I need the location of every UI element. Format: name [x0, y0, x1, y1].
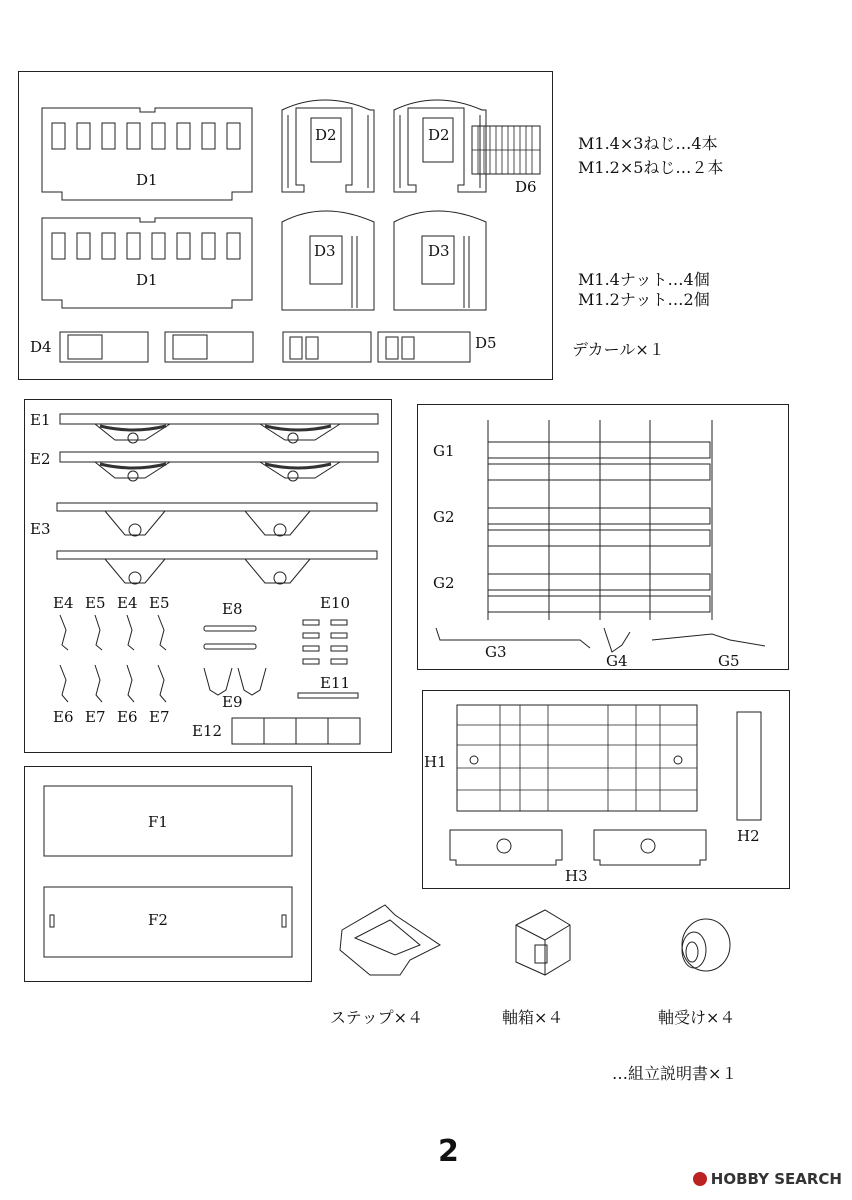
e11-part: [298, 693, 358, 698]
label-e6-a: E6: [53, 708, 74, 726]
label-e2: E2: [30, 450, 51, 468]
label-g5: G5: [718, 652, 740, 670]
label-g4: G4: [606, 652, 628, 670]
label-d2-b: D2: [428, 126, 450, 144]
label-e6-b: E6: [117, 708, 138, 726]
e3-frame-a: [57, 503, 377, 511]
e1-frame: [60, 414, 378, 424]
f2-panel: [44, 887, 292, 957]
label-e9: E9: [222, 693, 243, 711]
e9-parts: [204, 668, 266, 695]
label-e4-a: E4: [53, 594, 74, 612]
d3-end-b: [394, 211, 486, 310]
watermark-text: HOBBY SEARCH: [710, 1170, 842, 1188]
d1-windows: [52, 123, 240, 259]
note-nut-m14: M1.4ナット…4個: [578, 270, 710, 289]
label-d3-b: D3: [428, 242, 450, 260]
label-d5: D5: [475, 334, 497, 352]
label-f2: F2: [148, 911, 168, 929]
label-e1: E1: [30, 411, 51, 429]
label-e7-a: E7: [85, 708, 106, 726]
label-h3: H3: [565, 867, 588, 885]
g4-part: [604, 628, 630, 652]
label-d3-a: D3: [314, 242, 336, 260]
note-screw-m14: M1.4×3ねじ…4本: [578, 134, 718, 153]
label-e8: E8: [222, 600, 243, 618]
label-e10: E10: [320, 594, 351, 612]
label-e7-b: E7: [149, 708, 170, 726]
g5-part: [652, 634, 765, 646]
label-e5-b: E5: [149, 594, 170, 612]
step-illustration: [340, 905, 440, 975]
note-screw-m12: M1.2×5ねじ…２本: [578, 158, 724, 177]
h3-part-b: [594, 830, 706, 865]
hobby-search-logo-icon: [693, 1172, 707, 1186]
f1-panel: [44, 786, 292, 856]
watermark: [693, 1170, 842, 1188]
h1-frame: [457, 705, 697, 811]
g3-part: [436, 628, 590, 648]
label-d4: D4: [30, 338, 52, 356]
e3-frame-b: [57, 551, 377, 559]
label-g2-b: G2: [433, 574, 455, 592]
label-e3: E3: [30, 520, 51, 538]
page-number: 2: [438, 1134, 459, 1169]
caption-bearing: 軸受け×４: [658, 1008, 736, 1027]
caption-axlebox: 軸箱×４: [502, 1008, 564, 1027]
label-g3: G3: [485, 643, 507, 661]
label-e5-a: E5: [85, 594, 106, 612]
label-e12: E12: [192, 722, 223, 740]
d2-end-a: [282, 100, 374, 192]
label-h2: H2: [737, 827, 760, 845]
d3-end-a: [282, 211, 374, 310]
label-h1: H1: [424, 753, 447, 771]
e4-e7-parts: [60, 615, 166, 702]
note-decal: デカール×１: [572, 340, 665, 359]
label-e4-b: E4: [117, 594, 138, 612]
label-f1: F1: [148, 813, 168, 831]
g-grids: [488, 420, 712, 620]
label-g2-a: G2: [433, 508, 455, 526]
e2-frame: [60, 452, 378, 462]
d1-panel-bottom: [42, 218, 252, 308]
e8-part-b: [204, 644, 256, 649]
e10-parts: [303, 620, 347, 664]
axlebox-illustration: [516, 910, 570, 975]
caption-manual: …組立説明書×１: [612, 1064, 738, 1083]
label-g1: G1: [433, 442, 455, 460]
label-e11: E11: [320, 674, 351, 692]
h3-part-a: [450, 830, 562, 865]
label-d1-top: D1: [136, 171, 158, 189]
caption-step: ステップ×４: [330, 1008, 424, 1027]
d4-part-b: [165, 332, 253, 362]
label-d6: D6: [515, 178, 537, 196]
e8-part-a: [204, 626, 256, 631]
label-d1-bottom: D1: [136, 271, 158, 289]
note-nut-m12: M1.2ナット…2個: [578, 290, 710, 309]
h2-part: [737, 712, 761, 820]
label-d2-a: D2: [315, 126, 337, 144]
d4-part-a: [60, 332, 148, 362]
